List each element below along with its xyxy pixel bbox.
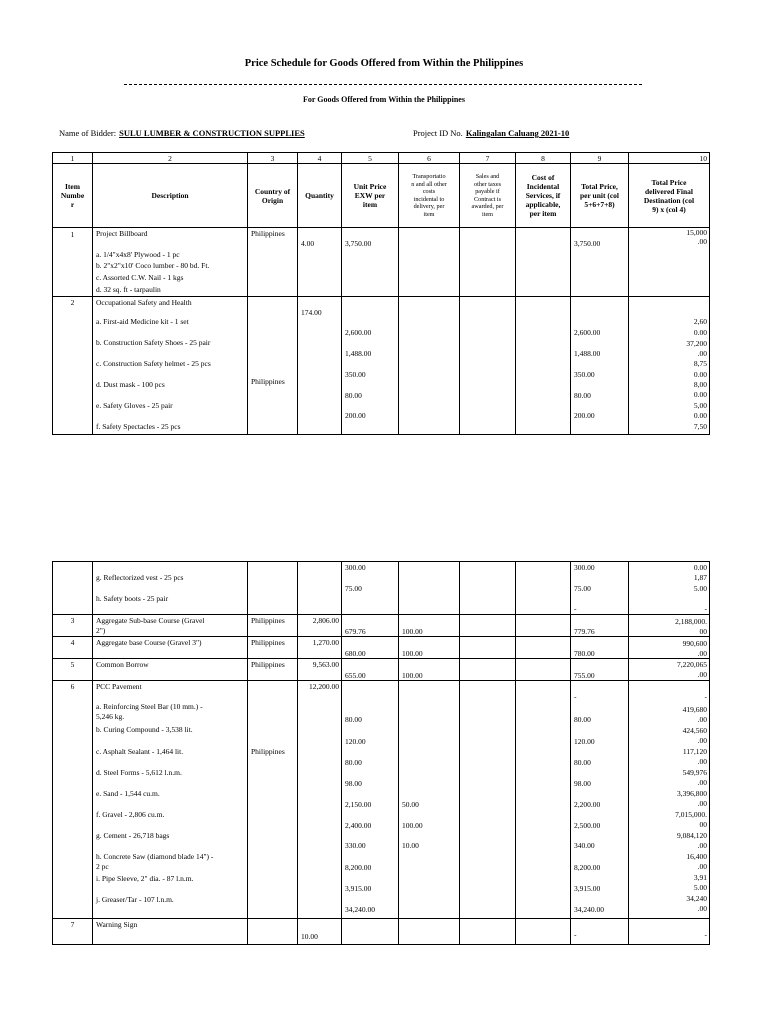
column-number-row (53, 153, 710, 164)
total-price-unit: - (571, 919, 629, 945)
unit-price: 80.00 120.00 80.00 98.00 2,150.00 2,400.00 330.00 8,200.00 3,915.00 34,240.00 (342, 681, 399, 919)
incidental-cost (516, 562, 571, 615)
header-sales-taxes: Sales and other taxes payable if Contract is awarded, per item (460, 164, 516, 228)
price-schedule-table-bottom (52, 561, 710, 945)
sales-taxes (460, 228, 516, 297)
total-price-unit: 3,750.00 (571, 228, 629, 297)
col-num: 8 (516, 153, 571, 164)
quantity (298, 562, 342, 615)
incidental-cost (516, 297, 571, 435)
price-schedule-table-top (52, 152, 710, 435)
header-country: Country of Origin (248, 164, 298, 228)
sales-taxes (460, 681, 516, 919)
table-row (53, 681, 710, 919)
country-of-origin: Philippines (248, 659, 298, 681)
unit-price: 3,750.00 (342, 228, 399, 297)
project-label: Project ID No. (413, 128, 463, 138)
transport-cost: 100.00 (399, 659, 460, 681)
country-of-origin: Philippines (248, 297, 298, 435)
table-row (53, 228, 710, 297)
col-num: 3 (248, 153, 298, 164)
table-row (53, 919, 710, 945)
incidental-cost (516, 919, 571, 945)
item-description: Warning Sign (93, 919, 248, 945)
sales-taxes (460, 919, 516, 945)
transport-cost: 50.00 100.00 10.00 (399, 681, 460, 919)
quantity: 174.00 (298, 297, 342, 435)
item-number: 4 (53, 637, 93, 659)
item-number: 2 (53, 297, 93, 435)
table-row (53, 615, 710, 637)
unit-price: 680.00 (342, 637, 399, 659)
table-row (53, 659, 710, 681)
country-of-origin: Philippines (248, 681, 298, 919)
item-description: PCC Pavement a. Reinforcing Steel Bar (10 mm.) - 5,246 kg. b. Curing Compound - 3,538 lit. c. Asphalt Sealant - 1,464 lit. d. Steel Forms - 5,612 l.n.m. e. Sand - 1,544 cu.m. f. Gravel - 2,806 cu.m. g. Cement - 26,718 bags h. Concrete Saw (diamond blade 14") - 2 pc i. Pipe Sleeve, 2" dia. - 87 l.n.m. j. Greaser/Tar - 107 l.n.m. (93, 681, 248, 919)
header-total-final: Total Price delivered Final Destination (col 9) x (col 4) (629, 164, 710, 228)
country-of-origin: Philippines (248, 637, 298, 659)
item-description: Aggregate Sub-base Course (Gravel 2") (93, 615, 248, 637)
item-description: Project Billboard a. 1/4"x4x8' Plywood - 1 pc b. 2"x2"x10' Coco lumber - 80 bd. Ft. c. Assorted C.W. Nail - 1 kgs d. 32 sq. ft - tarpaulin (93, 228, 248, 297)
col-num: 7 (460, 153, 516, 164)
col-num: 5 (342, 153, 399, 164)
total-price-final: 990,600 .00 (629, 637, 710, 659)
incidental-cost (516, 659, 571, 681)
project-id: Kalingalan Caluang 2021-10 (465, 128, 570, 138)
header-description: Description (93, 164, 248, 228)
quantity: 4.00 (298, 228, 342, 297)
country-of-origin: Philippines (248, 615, 298, 637)
total-price-unit: 780.00 (571, 637, 629, 659)
col-num: 1 (53, 153, 93, 164)
col-num: 10 (629, 153, 710, 164)
total-price-final: 0.00 1,87 5.00 - (629, 562, 710, 615)
item-description: Common Borrow (93, 659, 248, 681)
sales-taxes (460, 562, 516, 615)
item-description: Aggregate base Course (Gravel 3") (93, 637, 248, 659)
unit-price: 655.00 (342, 659, 399, 681)
transport-cost (399, 228, 460, 297)
total-price-final: 7,220,065 .00 (629, 659, 710, 681)
dashed-separator (124, 84, 642, 85)
bidder-label: Name of Bidder: (59, 128, 117, 138)
document-title: Price Schedule for Goods Offered from Within the Philippines (244, 58, 524, 69)
header-total-unit: Total Price, per unit (col 5+6+7+8) (571, 164, 629, 228)
transport-cost (399, 919, 460, 945)
transport-cost (399, 562, 460, 615)
quantity: 2,806.00 (298, 615, 342, 637)
transport-cost: 100.00 (399, 615, 460, 637)
col-num: 4 (298, 153, 342, 164)
total-price-unit: 779.76 (571, 615, 629, 637)
header-quantity: Quantity (298, 164, 342, 228)
incidental-cost (516, 637, 571, 659)
project-line (413, 128, 569, 138)
quantity: 10.00 (298, 919, 342, 945)
item-description: Occupational Safety and Health a. First-aid Medicine kit - 1 set b. Construction Safety Shoes - 25 pair c. Construction Safety helmet - 25 pcs d. Dust mask - 100 pcs e. Safety Gloves - 25 pair f. Safety Spectacles - 25 pcs (93, 297, 248, 435)
unit-price: 679.76 (342, 615, 399, 637)
total-price-final: - (629, 919, 710, 945)
total-price-unit: - 80.00 120.00 80.00 98.00 2,200.00 2,500.00 340.00 8,200.00 3,915.00 34,240.00 (571, 681, 629, 919)
item-number: 6 (53, 681, 93, 919)
total-price-final: 2,188,000. 00 (629, 615, 710, 637)
sales-taxes (460, 615, 516, 637)
incidental-cost (516, 228, 571, 297)
transport-cost (399, 297, 460, 435)
total-price-final: - 419,680 .00 424,560 .00 117,120 .00 549,976 .00 3,396,800 .00 7,015,000. 00 9,084,120 .00 16,400 .00 3,91 5.00 34,240 .00 (629, 681, 710, 919)
col-num: 6 (399, 153, 460, 164)
incidental-cost (516, 681, 571, 919)
quantity: 12,200.00 (298, 681, 342, 919)
total-price-final: 15,000 .00 (629, 228, 710, 297)
item-number: 5 (53, 659, 93, 681)
sales-taxes (460, 659, 516, 681)
total-price-unit: 2,600.00 1,488.00 350.00 80.00 200.00 (571, 297, 629, 435)
total-price-final: 2,60 0.00 37,200 .00 8,75 0.00 8,00 0.00 5,00 0.00 7,50 (629, 297, 710, 435)
country-of-origin (248, 562, 298, 615)
total-price-unit: 755.00 (571, 659, 629, 681)
item-number: 3 (53, 615, 93, 637)
quantity: 9,563.00 (298, 659, 342, 681)
sales-taxes (460, 297, 516, 435)
incidental-cost (516, 615, 571, 637)
transport-cost: 100.00 (399, 637, 460, 659)
unit-price (342, 919, 399, 945)
header-incidental: Cost of Incidental Services, if applicable, per item (516, 164, 571, 228)
table-row (53, 562, 710, 615)
quantity: 1,270.00 (298, 637, 342, 659)
total-price-unit: 300.00 75.00 - (571, 562, 629, 615)
table-row (53, 297, 710, 435)
item-number: 7 (53, 919, 93, 945)
document-subtitle: For Goods Offered from Within the Philippines (303, 95, 465, 104)
item-description: g. Reflectorized vest - 25 pcs h. Safety boots - 25 pair (93, 562, 248, 615)
item-number: 1 (53, 228, 93, 297)
bidder-name: SULU LUMBER & CONSTRUCTION SUPPLIES (119, 128, 305, 138)
table-row (53, 637, 710, 659)
col-num: 2 (93, 153, 248, 164)
col-num: 9 (571, 153, 629, 164)
header-transportation: Transportatio n and all other costs incidental to delivery, per item (399, 164, 460, 228)
unit-price: 2,600.00 1,488.00 350.00 80.00 200.00 (342, 297, 399, 435)
header-row (53, 164, 710, 228)
header-unit-price: Unit Price EXW per item (342, 164, 399, 228)
country-of-origin: Philippines (248, 228, 298, 297)
bidder-line (59, 128, 305, 138)
country-of-origin (248, 919, 298, 945)
header-item-number: Item Numbe r (53, 164, 93, 228)
item-number (53, 562, 93, 615)
sales-taxes (460, 637, 516, 659)
unit-price: 300.00 75.00 (342, 562, 399, 615)
